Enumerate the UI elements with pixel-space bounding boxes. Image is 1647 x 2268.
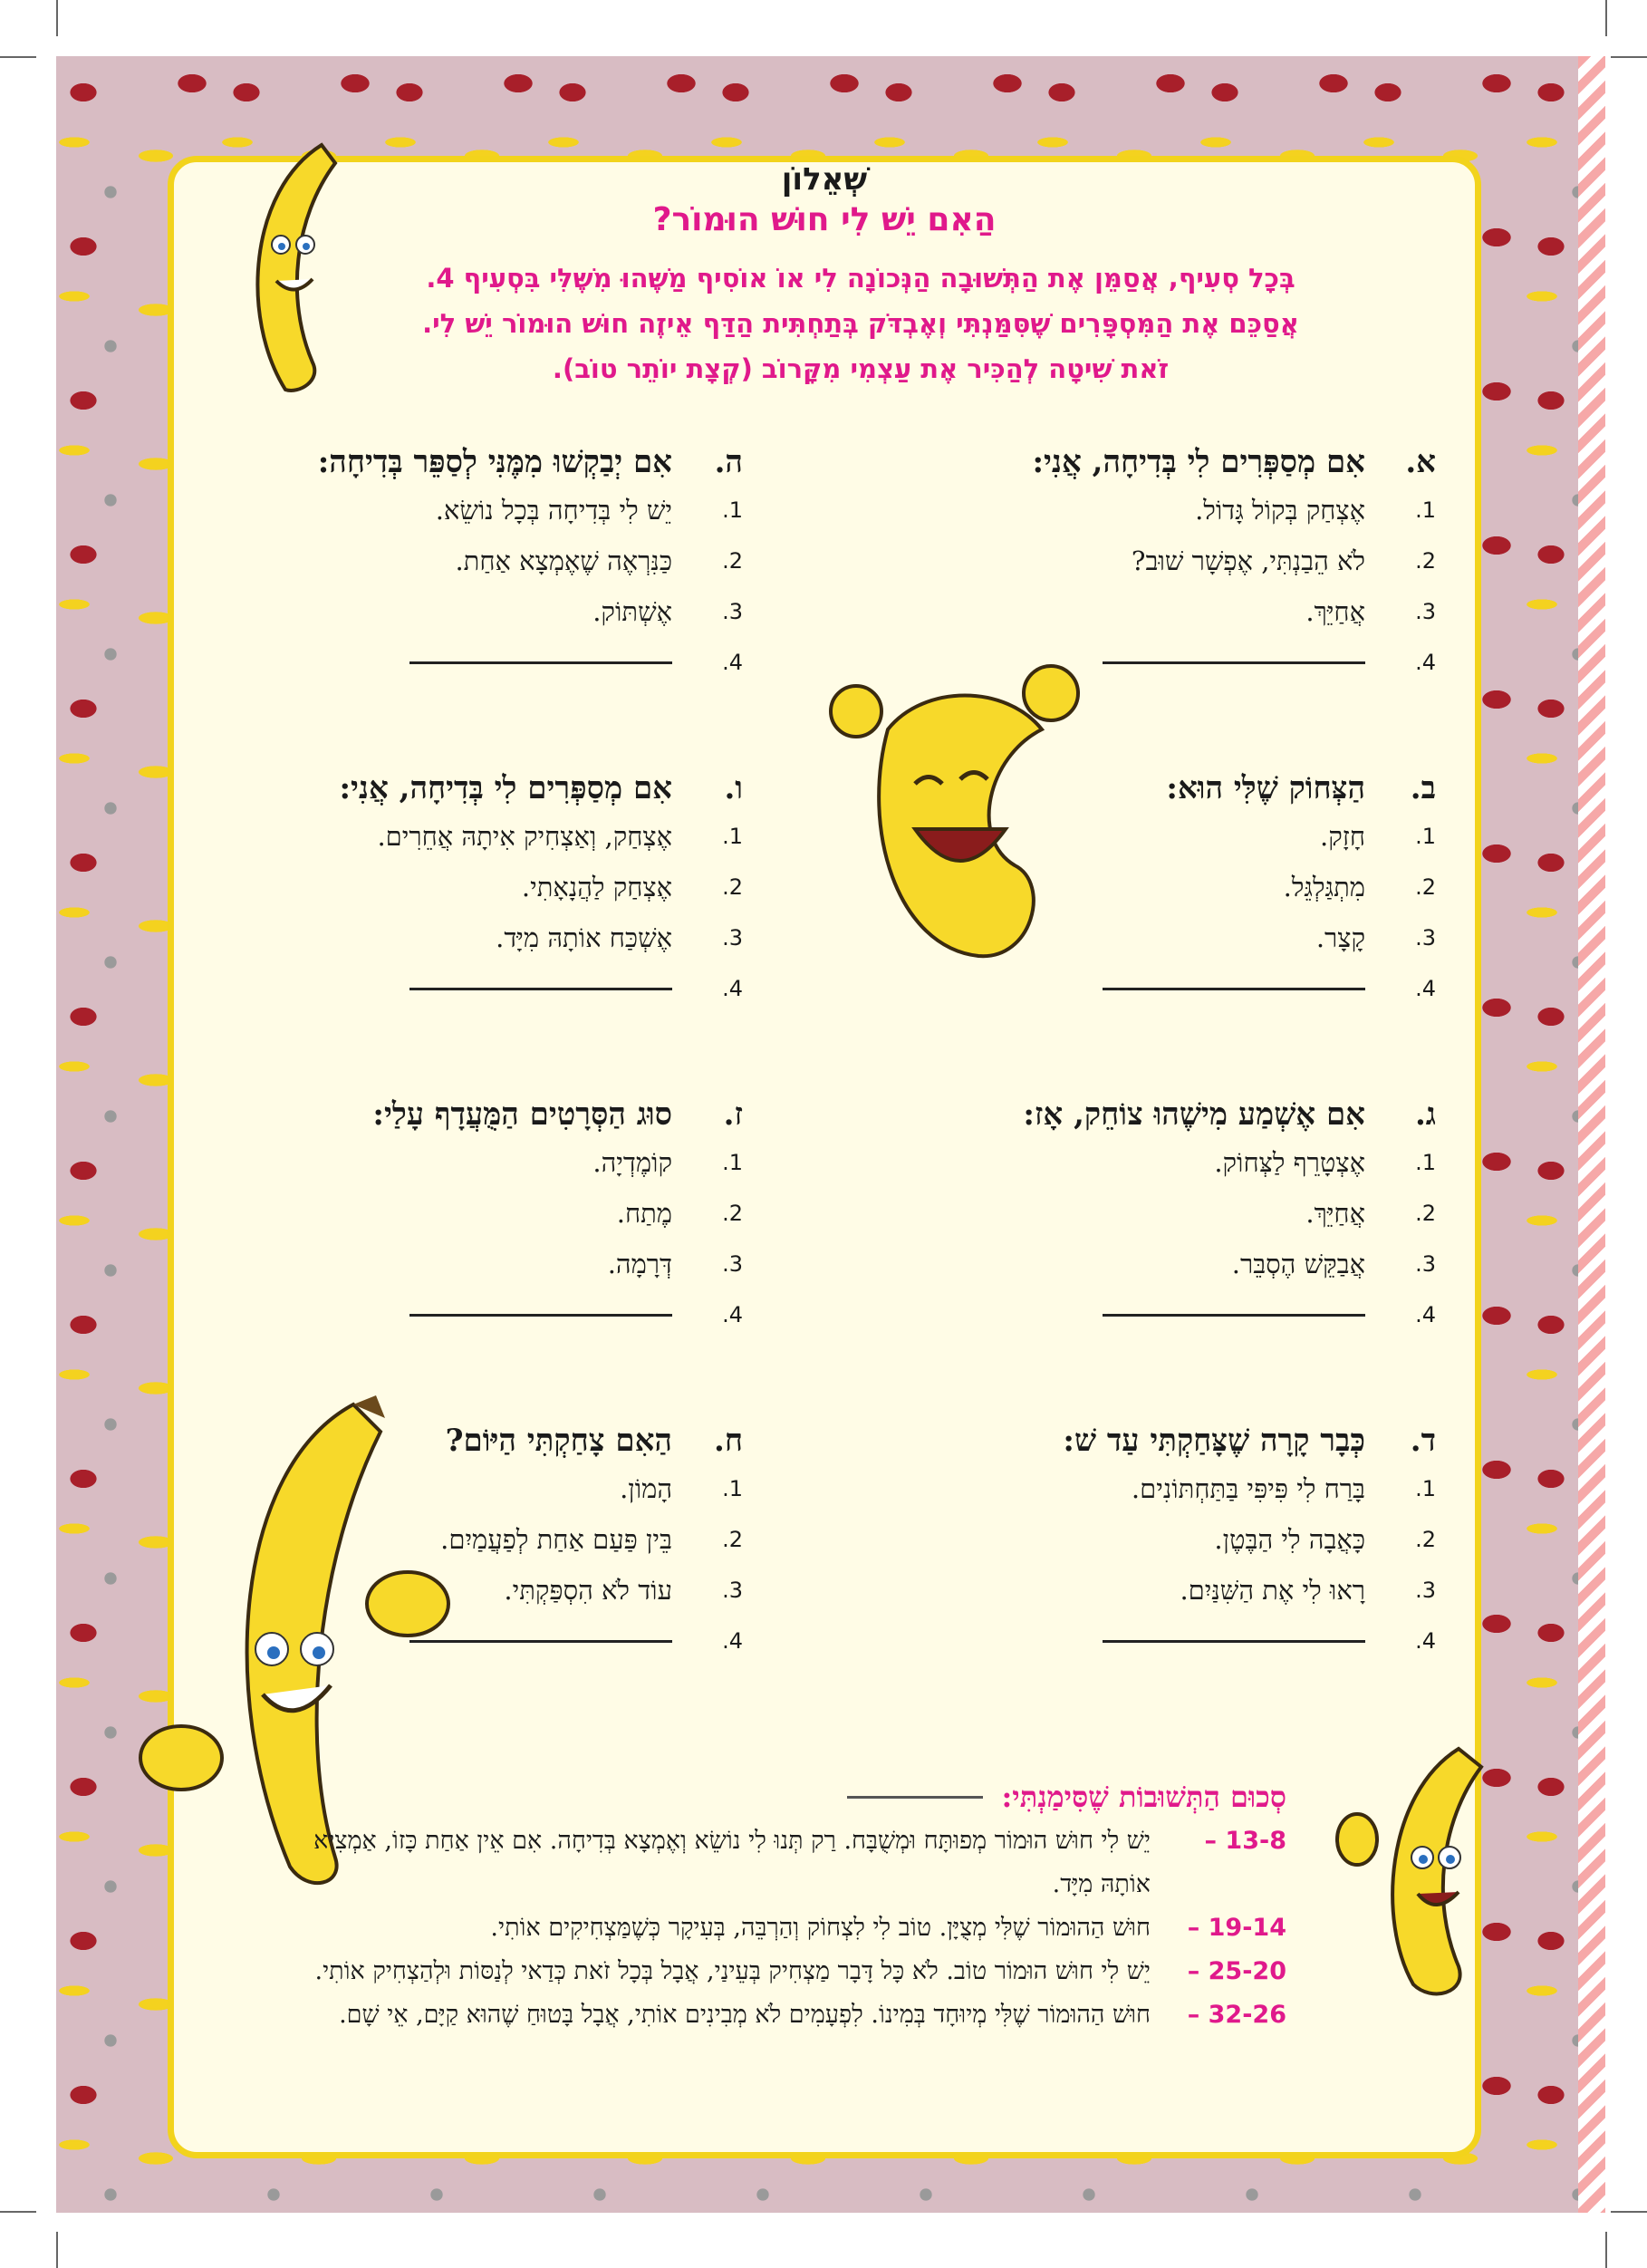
intro-line: אֲסַכֵּם אֶת הַמִּסְפָּרִים שֶׁסִּמַּנְתִּי וְאֶבְדֹּק בְּתַחְתִּית הַדַּף אֵיזֶה חוּשׁ הוּמוֹר יֵשׁ לִי.: [422, 308, 1299, 339]
score-description: יֵשׁ לִי חוּשׁ הוּמוֹר טוֹב. לֹא כָּל דָּבָר מַצְחִיק בְּעֵינַי, אֲבָל בְּכָל זֹאת כְּדַאי לְנַסּוֹת וּלְהַצְחִיק אוֹתִי.: [314, 1957, 1151, 1985]
answer-blank-line[interactable]: [409, 1640, 672, 1643]
answer-option[interactable]: [163, 1565, 743, 1616]
summary-row: [272, 1906, 1286, 1950]
intro-line: בְּכָל סְעִיף, אֲסַמֵּן אֶת הַתְּשׁוּבָה הַנְּכוֹנָה לִי אוֹ אוֹסִיף מַשֶּׁהוּ מִשֶּׁלִּי בִּסְעִיף 4.: [426, 263, 1295, 294]
crop-mark: [1605, 2232, 1607, 2268]
option-number: 3.: [1415, 599, 1436, 624]
intro-line: זֹאת שִׁיטָה לְהַכִּיר אֶת עַצְמִי מִקָּרוֹב (קְצָת יוֹתֵר טוֹב).: [552, 353, 1170, 384]
option-number: 4.: [722, 650, 743, 675]
answer-option[interactable]: [163, 1188, 743, 1239]
answer-option[interactable]: [856, 1188, 1436, 1239]
crop-mark: [1605, 0, 1607, 36]
answer-option[interactable]: [856, 536, 1436, 586]
option-number: 4.: [1415, 1302, 1436, 1327]
option-text: אֲחַיֵּךְ.: [1305, 595, 1365, 627]
option-number: 3.: [1415, 925, 1436, 951]
crop-mark: [1611, 2211, 1647, 2213]
question-letter: ה.: [714, 444, 743, 480]
option-number: 4.: [722, 1628, 743, 1654]
option-text: רָאוּ לִי אֶת הַשִּׁנַּיִם.: [1180, 1574, 1365, 1606]
question-block-1: [856, 439, 1436, 688]
option-number: 1.: [722, 1476, 743, 1501]
option-text: דְּרָמָה.: [607, 1248, 672, 1279]
decorative-stripe: [1578, 56, 1605, 2213]
banana-character-icon: [1332, 1740, 1513, 2003]
question-block-4: [856, 1418, 1436, 1666]
option-number: 2.: [1415, 548, 1436, 574]
question-text: אִם אֶשְׁמַע מִישֶׁהוּ צוֹחֵק, אָז:: [1023, 1096, 1365, 1133]
answer-option[interactable]: [856, 1137, 1436, 1188]
crop-mark: [56, 2232, 58, 2268]
question-text: הַצְּחוֹק שֶׁלִּי הוּא:: [1166, 770, 1365, 806]
question-letter: ח.: [714, 1423, 743, 1459]
option-text: עוֹד לֹא הִסְפַּקְתִּי.: [504, 1574, 672, 1606]
crop-mark: [0, 56, 36, 58]
score-range: 32-26 –: [1187, 2001, 1286, 2029]
answer-option[interactable]: [163, 912, 743, 963]
question-block-6: [163, 766, 743, 1014]
option-number: 3.: [722, 1578, 743, 1603]
question-text: כְּבָר קָרָה שֶׁצָּחַקְתִּי עַד שׁ:: [1063, 1423, 1365, 1459]
crop-mark: [56, 0, 58, 36]
answer-option[interactable]: [163, 586, 743, 637]
answer-blank-line[interactable]: [409, 1314, 672, 1317]
score-description: חוּשׁ הַהוּמוֹר שֶׁלִּי מְיוּחָד בְּמִינוֹ. לִפְעָמִים לֹא מְבִינִים אוֹתִי, אֲבָל בָּטוּחַ שֶׁהוּא קַיָּם, אֵי שָׁם.: [339, 2001, 1151, 2029]
summary-row: [272, 1993, 1286, 2037]
answer-option[interactable]: [163, 1137, 743, 1188]
answer-option[interactable]: [163, 485, 743, 536]
option-number: 4.: [1415, 1628, 1436, 1654]
question-text: אִם מְסַפְּרִים לִי בְּדִיחָה, אֲנִי:: [1032, 444, 1365, 480]
option-number: 3.: [1415, 1578, 1436, 1603]
answer-option-own[interactable]: [163, 1289, 743, 1340]
summary-title: סְכוּם הַתְּשׁוּבוֹת שֶׁסִּימַנְתִּי:: [1001, 1780, 1286, 1814]
answer-option[interactable]: [856, 862, 1436, 912]
answer-blank-line[interactable]: [409, 988, 672, 990]
answer-option[interactable]: [163, 1514, 743, 1565]
question-text: אִם יְבַקְשׁוּ מִמֶּנִּי לְסַפֵּר בְּדִיחָה:: [317, 444, 672, 480]
question-letter: א.: [1405, 444, 1436, 480]
option-number: 4.: [722, 1302, 743, 1327]
option-number: 2.: [1415, 874, 1436, 900]
option-number: 2.: [722, 874, 743, 900]
answer-option-own[interactable]: [856, 637, 1436, 688]
answer-blank-line[interactable]: [1103, 661, 1365, 664]
answer-option-own[interactable]: [163, 637, 743, 688]
answer-option[interactable]: [856, 1239, 1436, 1289]
crop-mark: [0, 2211, 36, 2213]
option-number: 1.: [722, 497, 743, 523]
score-range: 19-14 –: [1187, 1914, 1286, 1942]
score-range: 25-20 –: [1187, 1957, 1286, 1985]
question-letter: ד.: [1410, 1423, 1436, 1459]
answer-option[interactable]: [856, 1565, 1436, 1616]
option-number: 1.: [1415, 1476, 1436, 1501]
question-letter: ז.: [723, 1096, 743, 1133]
option-text: הָמוֹן.: [620, 1472, 672, 1504]
answer-option-own[interactable]: [163, 1616, 743, 1666]
summary-row: [272, 1950, 1286, 1993]
answer-option[interactable]: [856, 912, 1436, 963]
option-text: מִתְגַּלְגֵּל.: [1283, 871, 1365, 902]
option-text: מֶתַח.: [616, 1197, 672, 1229]
answer-option[interactable]: [163, 1463, 743, 1514]
answer-option-own[interactable]: [856, 963, 1436, 1014]
option-number: 2.: [722, 1201, 743, 1226]
answer-option[interactable]: [163, 536, 743, 586]
option-text: כָּאֲבָה לִי הַבֶּטֶן.: [1214, 1523, 1365, 1555]
option-number: 4.: [722, 976, 743, 1001]
answer-blank-line[interactable]: [409, 661, 672, 664]
option-text: אֶצְחַק בְּקוֹל גָּדוֹל.: [1195, 494, 1365, 526]
answer-option[interactable]: [163, 862, 743, 912]
option-text: קָצָר.: [1315, 922, 1365, 953]
answer-option[interactable]: [856, 1463, 1436, 1514]
page-subtitle: הַאִם יֵשׁ לִי חוּשׁ הוּמוֹר?: [652, 201, 997, 238]
question-text: סוּג הַסְּרָטִים הַמֻּעֲדָף עָלַי:: [372, 1096, 672, 1133]
option-number: 4.: [1415, 976, 1436, 1001]
option-number: 2.: [722, 548, 743, 574]
option-number: 2.: [1415, 1201, 1436, 1226]
answer-blank-line[interactable]: [1103, 988, 1365, 990]
option-text: קוֹמֶדְיָה.: [592, 1146, 672, 1178]
option-number: 3.: [1415, 1251, 1436, 1277]
question-text: הַאִם צָחַקְתִּי הַיּוֹם?: [445, 1423, 672, 1459]
option-number: 3.: [722, 925, 743, 951]
option-number: 1.: [1415, 824, 1436, 849]
summary-blank-line[interactable]: [847, 1796, 983, 1799]
option-text: אֲבַקֵּשׁ הֶסְבֵּר.: [1231, 1248, 1365, 1279]
answer-option[interactable]: [856, 586, 1436, 637]
page-title: שְׁאֵלוֹן: [781, 161, 868, 198]
answer-option[interactable]: [856, 485, 1436, 536]
answer-option-own[interactable]: [163, 963, 743, 1014]
option-text: חָזָק.: [1320, 820, 1365, 852]
question-letter: ג.: [1414, 1096, 1436, 1133]
option-text: אֶשְׁתּוֹק.: [592, 595, 672, 627]
option-number: 1.: [722, 824, 743, 849]
option-text: כַּנִּרְאֶה שֶׁאֶמְצָא אַחַת.: [455, 545, 672, 576]
question-block-7: [163, 1092, 743, 1340]
option-text: אֶצְחַק, וְאַצְחִיק אִיתָהּ אֲחֵרִים.: [377, 820, 672, 852]
option-number: 4.: [1415, 650, 1436, 675]
option-text: לֹא הֵבַנְתִּי, אֶפְשָׁר שׁוּב?: [1131, 545, 1365, 576]
summary-section: [272, 1774, 1286, 2037]
option-number: 2.: [1415, 1527, 1436, 1552]
option-text: אֶצְחַק לַהֲנָאָתִי.: [521, 871, 672, 902]
answer-blank-line[interactable]: [1103, 1314, 1365, 1317]
answer-blank-line[interactable]: [1103, 1640, 1365, 1643]
answer-option-own[interactable]: [856, 1616, 1436, 1666]
option-number: 2.: [722, 1527, 743, 1552]
summary-row: [272, 1819, 1286, 1906]
answer-option[interactable]: [163, 1239, 743, 1289]
option-text: בֵּין פַּעַם אַחַת לְפַעֲמַיִם.: [440, 1523, 672, 1555]
option-text: יֵשׁ לִי בְּדִיחָה בְּכָל נוֹשֵׂא.: [435, 494, 672, 526]
option-number: 3.: [722, 1251, 743, 1277]
option-number: 1.: [1415, 1150, 1436, 1175]
question-block-5: [163, 439, 743, 688]
option-number: 3.: [722, 599, 743, 624]
answer-option-own[interactable]: [856, 1289, 1436, 1340]
score-range: 13-8 –: [1204, 1827, 1286, 1855]
option-text: אֶשְׁכַּח אוֹתָהּ מִיָּד.: [496, 922, 672, 953]
option-number: 1.: [1415, 497, 1436, 523]
score-description: יֵשׁ לִי חוּשׁ הוּמוֹר מְפוּתָּח וּמְשֻׁבָּח. רַק תְּנוּ לִי נוֹשֵׂא וְאֶמְצָא בְּדִיחָה. אִם אֵין אַחַת כָּזוֹ, אַמְצִיא אוֹתָהּ מִיָּד.: [313, 1827, 1151, 1898]
question-block-2: [856, 766, 1436, 1014]
crop-mark: [1611, 56, 1647, 58]
score-description: חוּשׁ הַהוּמוֹר שֶׁלִּי מְצֻיָּן. טוֹב לִי לִצְחוֹק וְהַרְבֵּה, בְּעִיקָר כְּשֶׁמַּצְחִיקִים אוֹתִי.: [490, 1914, 1151, 1942]
question-block-3: [856, 1092, 1436, 1340]
question-text: אִם מְסַפְּרִים לִי בְּדִיחָה, אֲנִי:: [339, 770, 672, 806]
option-text: בָּרַח לִי פִּיפִּי בַּתַּחְתּוֹנִים.: [1131, 1472, 1365, 1504]
answer-option[interactable]: [856, 1514, 1436, 1565]
option-text: אֲחַיֵּךְ.: [1305, 1197, 1365, 1229]
question-letter: ו.: [724, 770, 743, 806]
answer-option[interactable]: [163, 811, 743, 862]
option-number: 1.: [722, 1150, 743, 1175]
question-letter: ב.: [1410, 770, 1436, 806]
option-text: אֶצְטָרֵף לַצְּחוֹק.: [1214, 1146, 1365, 1178]
answer-option[interactable]: [856, 811, 1436, 862]
question-block-8: [163, 1418, 743, 1666]
